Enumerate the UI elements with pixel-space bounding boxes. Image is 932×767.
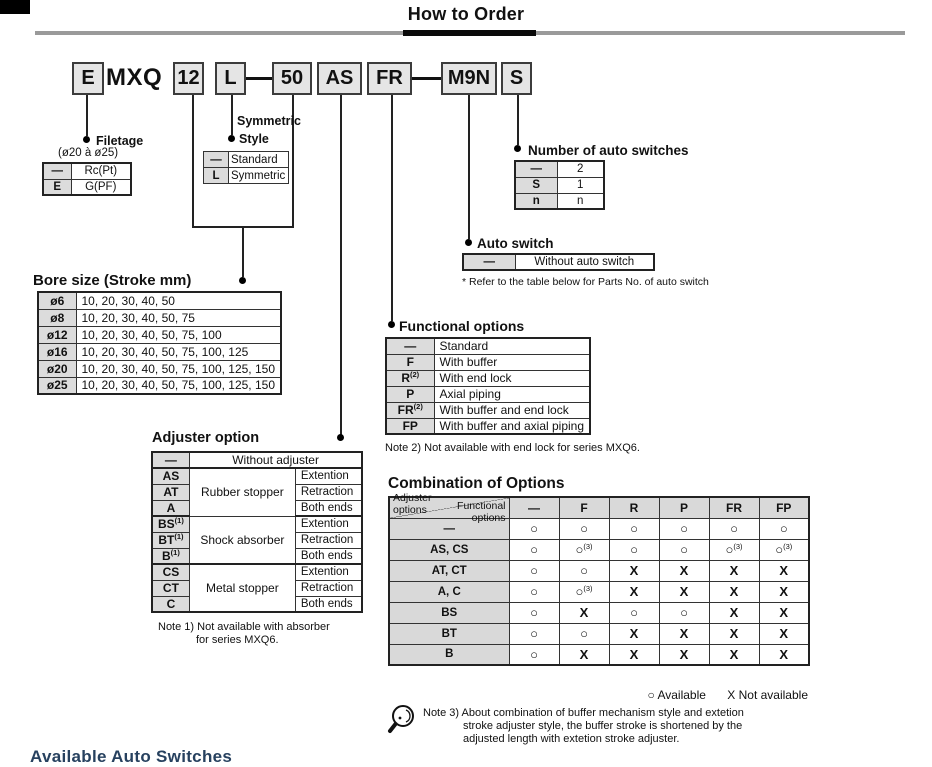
table-row: CS Metal stopper Extention [152,564,362,580]
table-row: — Without auto switch [463,254,654,270]
code-box-switch-count: S [501,62,532,95]
connector-dot [83,136,90,143]
page-title: How to Order [407,4,525,24]
code-box-functional: FR [367,62,412,95]
connector-line [86,95,88,136]
code-box-adjuster: AS [317,62,362,95]
code-box-thread: E [72,62,104,95]
switch-count-title: Number of auto switches [528,143,689,158]
magnifier-icon [386,703,420,743]
table-row: ø6 10, 20, 30, 40, 50 [38,292,281,309]
table-row: — 2 [515,161,604,177]
diagonal-header-cell: Functional options Adjuster options [389,497,509,518]
code-box-style: L [215,62,246,95]
table-row: FR$^{(2)}$ With buffer and end lock [386,402,590,418]
table-row: AS, CS ○ ○$^{(3)}$ ○ ○ ○$^{(3)}$ ○$^{(3)}$ [389,539,809,560]
table-row: AS Rubber stopper Extention [152,468,362,484]
connector-dot [337,434,344,441]
connector-line [242,228,244,277]
note3-line1: Note 3) About combination of buffer mechanism style and extetion [423,707,744,719]
connector-dot [514,145,521,152]
code-box-bore: 12 [173,62,204,95]
functional-note: Note 2) Not available with end lock for series MXQ6. [385,442,640,454]
combination-table [388,491,810,666]
switch-count-table [514,160,605,210]
code-dash [412,77,442,80]
table-row: S 1 [515,177,604,193]
connector-line [468,95,470,239]
table-row: $B^{(1)}$ Both ends [152,548,362,564]
table-row: ø20 10, 20, 30, 40, 50, 75, 100, 125, 150 [38,360,281,377]
table-row: BS$^{(1)}$ Shock absorber Extention [152,516,362,532]
note3-line2: stroke adjuster style, the buffer stroke is shortened by the [463,720,743,732]
bore-table [37,291,282,395]
style-title-line1: Symmetric [237,114,301,128]
table-row: AT Retraction [152,484,362,500]
table-row: A Both ends [152,500,362,516]
combination-legend [560,688,808,702]
code-dash [246,77,273,80]
table-row: — ○ ○ ○ ○ ○ ○ [389,518,809,539]
table-row: BT$^{(1)}$ Retraction [152,532,362,548]
adjuster-title: Adjuster option [152,430,260,446]
connector-dot [388,321,395,328]
connector-line [340,95,342,435]
functional-table [385,337,591,435]
code-series-label: MXQ [106,64,163,91]
title-rule-accent [403,30,536,36]
next-section-heading-clipped: Available Auto Switches [30,747,233,766]
table-row: n n [515,193,604,209]
legend-not-available: X Not available [727,688,808,702]
table-row: CT Retraction [152,580,362,596]
auto-switch-table [462,253,655,271]
table-row: — Standard [386,338,590,354]
table-row: A, C ○ ○$^{(3)}$ X X X X [389,581,809,602]
connector-dot [465,239,472,246]
style-table [203,151,289,184]
filetage-subtitle: (ø20 à ø25) [58,147,119,159]
adjuster-note-line1: Note 1) Not available with absorber [158,621,330,633]
connector-line [517,95,519,145]
table-row: F With buffer [386,354,590,370]
bore-title: Bore size (Stroke mm) [33,272,192,289]
table-row: C Both ends [152,596,362,612]
table-row: — Without adjuster [152,452,362,468]
table-row: $R^{(2)}$ With end lock [386,370,590,386]
table-row: ø12 10, 20, 30, 40, 50, 75, 100 [38,326,281,343]
table-row: Functional options Adjuster options — F R P FR FP [389,497,809,518]
table-row: BS ○ X ○ ○ X X [389,602,809,623]
table-row: ø8 10, 20, 30, 40, 50, 75 [38,309,281,326]
filetage-table [42,162,132,196]
note3-line3: adjusted length with extetion stroke adjuster. [463,733,680,745]
table-row: — Rc(Pt) [43,163,131,179]
table-row: E G(PF) [43,179,131,195]
connector-dot [239,277,246,284]
table-row: ø25 10, 20, 30, 40, 50, 75, 100, 125, 150 [38,377,281,394]
functional-title: Functional options [399,318,525,334]
combination-title: Combination of Options [388,475,565,492]
table-row: P Axial piping [386,386,590,402]
table-row: AT, CT ○ ○ X X X X [389,560,809,581]
connector-line [231,95,233,135]
code-box-auto-switch: M9N [441,62,497,95]
table-row: B ○ X X X X X [389,644,809,665]
style-title-line2: Style [239,132,269,146]
auto-switch-note: * Refer to the table below for Parts No. of auto switch [462,276,709,288]
table-row: BT ○ ○ X X X X [389,623,809,644]
table-row: L Symmetric [204,168,289,184]
adjuster-note-line2: for series MXQ6. [196,634,279,646]
table-row: FP With buffer and axial piping [386,418,590,434]
adjuster-table [151,451,363,613]
legend-available: ○ Available [647,688,706,702]
connector-line [391,95,393,321]
filetage-title: Filetage [96,134,144,148]
auto-switch-title: Auto switch [477,236,554,251]
connector-dot [228,135,235,142]
table-row: — Standard [204,152,289,168]
connector-line [192,95,194,228]
code-box-stroke: 50 [272,62,312,95]
table-row: ø16 10, 20, 30, 40, 50, 75, 100, 125 [38,343,281,360]
